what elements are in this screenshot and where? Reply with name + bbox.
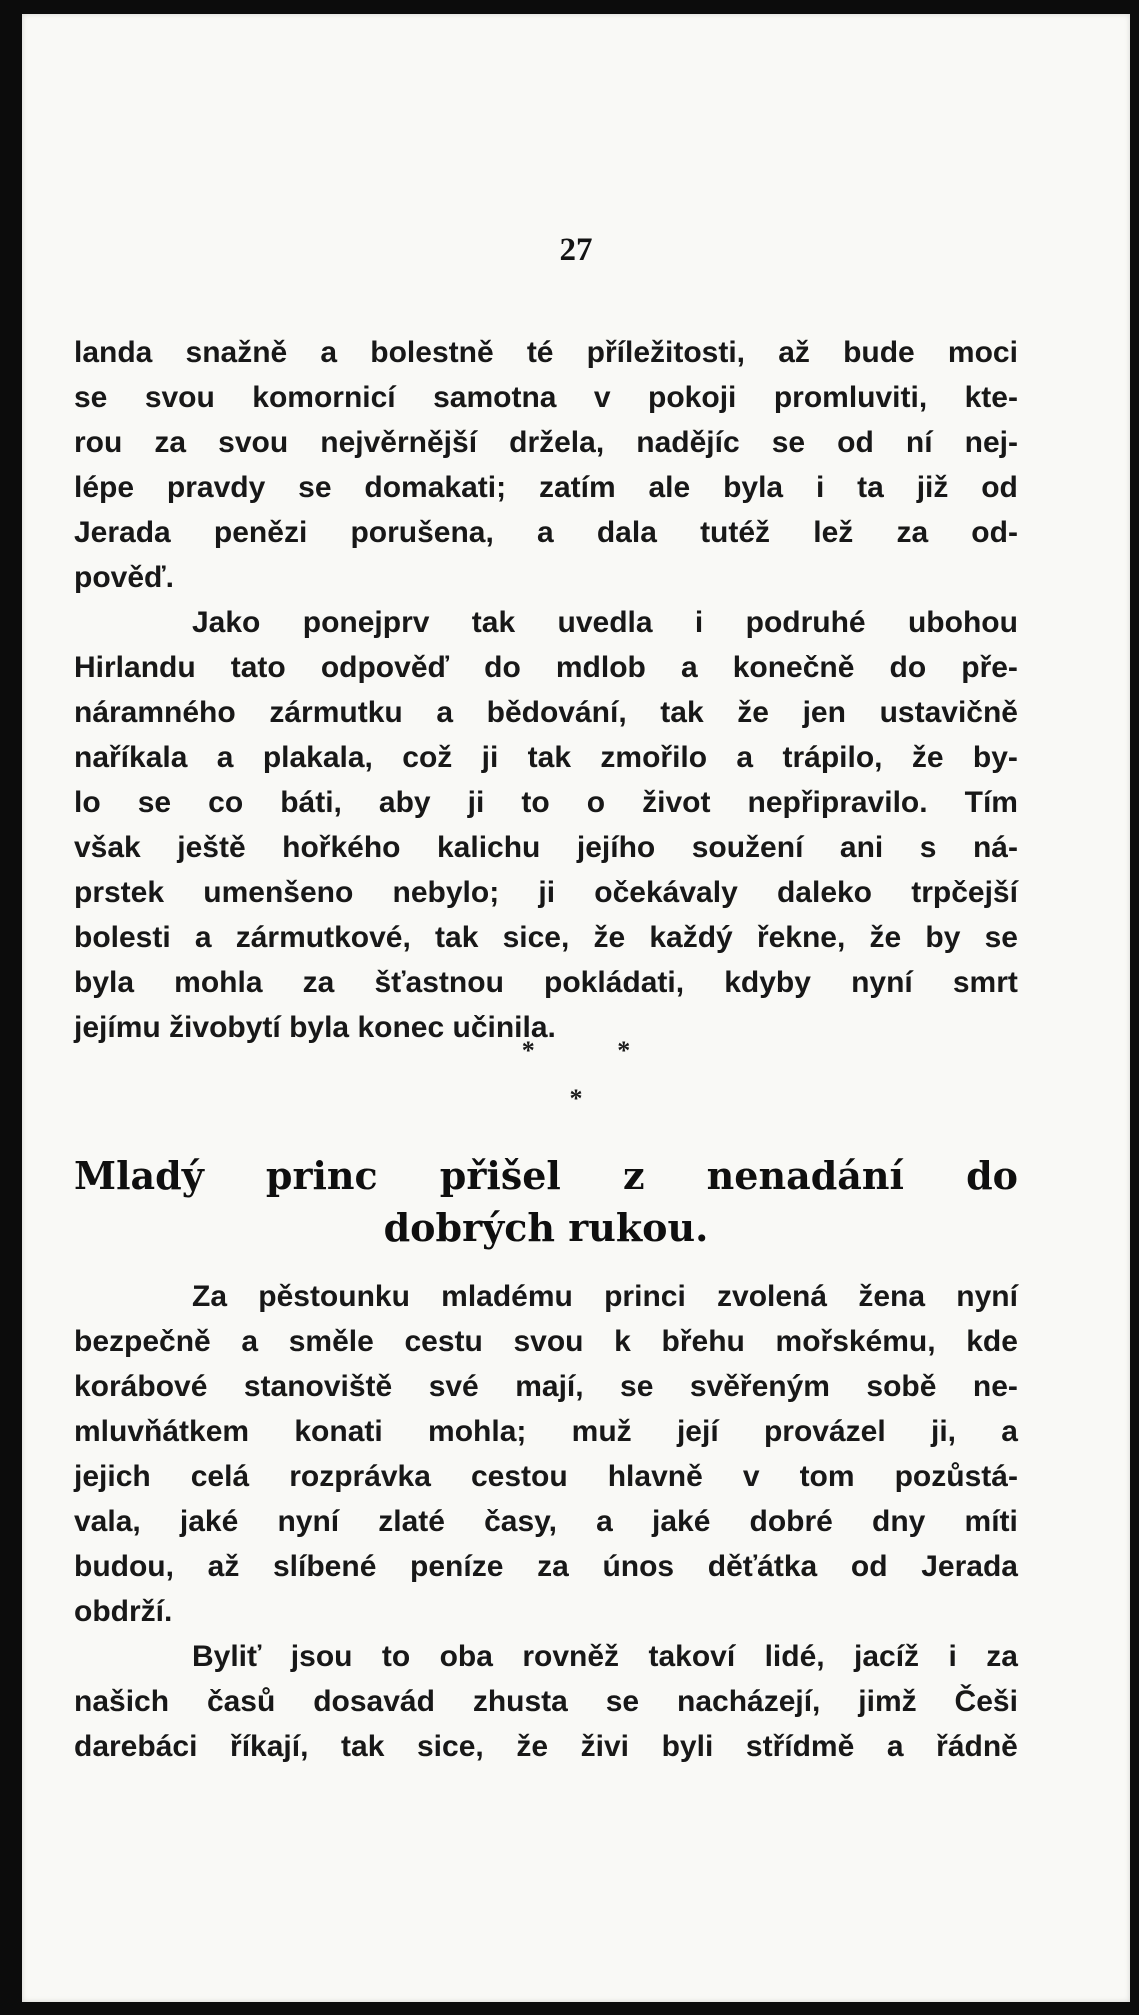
- word: dobré: [749, 1505, 833, 1538]
- word: cestou: [470, 1460, 568, 1493]
- word: nadějíc: [636, 426, 740, 459]
- word: že: [869, 921, 902, 954]
- word: a: [537, 516, 554, 549]
- word: ní: [905, 426, 933, 459]
- word: se: [137, 786, 172, 819]
- word: domakati;: [364, 471, 507, 504]
- word: nyní: [851, 966, 913, 999]
- word: držela,: [509, 426, 605, 459]
- word: aby: [378, 786, 431, 819]
- word: a: [436, 696, 454, 729]
- text-line: [74, 825, 1018, 870]
- word: Hirlandu: [74, 651, 196, 684]
- word: trpčejší: [911, 876, 1018, 909]
- word: Češi: [954, 1685, 1018, 1718]
- word: prstek: [74, 876, 165, 909]
- word: podruhé: [745, 606, 866, 639]
- word: sobě: [866, 1370, 937, 1403]
- text-line: [74, 960, 1018, 1005]
- word: nej-: [964, 426, 1018, 459]
- word: v: [742, 1460, 760, 1493]
- word: pověď.: [74, 561, 174, 594]
- text-line: [74, 780, 1018, 825]
- word: i: [815, 471, 825, 504]
- word: nyní: [956, 1280, 1018, 1313]
- word: se: [605, 1685, 640, 1718]
- word: což: [402, 741, 453, 774]
- word: konec: [357, 1011, 445, 1044]
- word: ubohou: [907, 606, 1018, 639]
- word: směle: [288, 1325, 374, 1358]
- word: její: [676, 1415, 719, 1448]
- text-line: [74, 1454, 1018, 1499]
- word: lež: [813, 516, 854, 549]
- heading-word: do: [966, 1153, 1018, 1198]
- word: to: [381, 1640, 411, 1673]
- word: každý: [649, 921, 733, 954]
- word: Byliť: [192, 1640, 262, 1673]
- word: do: [484, 651, 521, 684]
- text-line: [74, 330, 1018, 375]
- word: žena: [858, 1280, 926, 1313]
- word: mořskému,: [775, 1325, 936, 1358]
- heading-word: z: [622, 1153, 645, 1198]
- word: k: [614, 1325, 631, 1358]
- word: za: [154, 426, 187, 459]
- asterisk: *: [521, 1036, 535, 1065]
- word: zármutkové,: [235, 921, 411, 954]
- word: tato: [230, 651, 286, 684]
- word: se: [984, 921, 1018, 954]
- word: a: [736, 741, 754, 774]
- word: ji: [538, 876, 556, 909]
- word: zmořilo: [600, 741, 708, 774]
- word: rou: [74, 426, 123, 459]
- heading-line: dobrých rukou.: [383, 1205, 709, 1250]
- word: muž: [571, 1415, 632, 1448]
- word: provázel: [763, 1415, 886, 1448]
- section-divider-asterisks: [22, 1036, 1130, 1066]
- text-line: [74, 1319, 1018, 1364]
- word: svěřeným: [689, 1370, 830, 1403]
- word: byla: [289, 1011, 350, 1044]
- word: daleko: [776, 876, 873, 909]
- word: a: [1001, 1415, 1018, 1448]
- heading-word: nenadání: [706, 1153, 904, 1198]
- word: říkají,: [230, 1730, 309, 1763]
- word: však: [74, 831, 141, 864]
- word: od-: [971, 516, 1018, 549]
- word: umenšeno: [203, 876, 354, 909]
- word: pokládati,: [544, 966, 685, 999]
- word: samotna: [433, 381, 557, 414]
- word: svou: [513, 1325, 584, 1358]
- word: mohla: [174, 966, 263, 999]
- word: dala: [596, 516, 657, 549]
- word: byla: [74, 966, 135, 999]
- word: že: [593, 921, 626, 954]
- text-line: [74, 600, 1018, 645]
- word: smrt: [952, 966, 1018, 999]
- paragraph: [74, 1634, 1018, 1769]
- word: ji: [467, 786, 485, 819]
- word: konečně: [732, 651, 855, 684]
- word: živobytí: [169, 1011, 281, 1044]
- text-block-lower: [74, 1274, 1018, 1769]
- word: moci: [947, 336, 1018, 369]
- word: mladému: [441, 1280, 573, 1313]
- word: ji,: [930, 1415, 956, 1448]
- word: učinila.: [452, 1011, 556, 1044]
- word: jacíž: [854, 1640, 920, 1673]
- word: mohla;: [428, 1415, 527, 1448]
- word: bědování,: [486, 696, 627, 729]
- text-line: [74, 690, 1018, 735]
- word: že: [516, 1730, 549, 1763]
- text-line: [74, 1724, 1018, 1769]
- word: o: [586, 786, 606, 819]
- word: by-: [972, 741, 1018, 774]
- word: Jerada: [921, 1550, 1018, 1583]
- text-line: [74, 1679, 1018, 1724]
- word: živi: [580, 1730, 629, 1763]
- word: zvolená: [717, 1280, 828, 1313]
- word: bude: [843, 336, 915, 369]
- word: pravdy: [166, 471, 266, 504]
- word: sice,: [502, 921, 570, 954]
- word: tak: [527, 741, 572, 774]
- word: i: [694, 606, 704, 639]
- paragraph: [74, 600, 1018, 1050]
- word: i: [948, 1640, 957, 1673]
- word: co: [208, 786, 244, 819]
- word: s: [919, 831, 937, 864]
- word: a: [216, 741, 234, 774]
- page-number: 27: [559, 232, 593, 268]
- text-line: [74, 735, 1018, 780]
- word: komornicí: [252, 381, 396, 414]
- word: peníze: [410, 1550, 504, 1583]
- word: šťastnou: [374, 966, 504, 999]
- word: zhusta: [472, 1685, 568, 1718]
- word: za: [986, 1640, 1018, 1673]
- word: od: [837, 426, 874, 459]
- word: Tím: [964, 786, 1018, 819]
- word: celá: [190, 1460, 250, 1493]
- word: jaké: [651, 1505, 711, 1538]
- paragraph: [74, 330, 1018, 600]
- text-line: [74, 465, 1018, 510]
- word: oba: [439, 1640, 493, 1673]
- chapter-heading: [74, 1150, 1018, 1254]
- word: za: [537, 1550, 569, 1583]
- word: slíbené: [273, 1550, 377, 1583]
- word: dny: [872, 1505, 926, 1538]
- word: naříkala: [74, 741, 188, 774]
- word: nyní: [277, 1505, 340, 1538]
- word: to: [521, 786, 550, 819]
- word: hlavně: [607, 1460, 703, 1493]
- word: bezpečně: [74, 1325, 211, 1358]
- word: princi: [604, 1280, 686, 1313]
- word: nepřipravilo.: [747, 786, 928, 819]
- word: očekávaly: [594, 876, 738, 909]
- word: tak: [435, 921, 479, 954]
- word: náramného: [74, 696, 236, 729]
- word: porušena,: [350, 516, 494, 549]
- word: pěstounku: [258, 1280, 410, 1313]
- word: Jako: [192, 606, 261, 639]
- text-line: [74, 510, 1018, 555]
- word: Za: [192, 1280, 228, 1313]
- word: soužení: [691, 831, 804, 864]
- text-line: [74, 1634, 1018, 1679]
- word: únos: [602, 1550, 675, 1583]
- word: řádně: [936, 1730, 1018, 1763]
- word: v: [593, 381, 611, 414]
- word: ještě: [177, 831, 246, 864]
- word: se: [298, 471, 332, 504]
- word: cestu: [404, 1325, 483, 1358]
- word: a: [680, 651, 698, 684]
- word: tak: [471, 606, 516, 639]
- word: lo: [74, 786, 101, 819]
- heading-word: přišel: [439, 1153, 561, 1198]
- word: kalichu: [437, 831, 541, 864]
- word: lidé,: [764, 1640, 825, 1673]
- word: snažně: [185, 336, 288, 369]
- word: se: [620, 1370, 654, 1403]
- word: nacházejí,: [677, 1685, 821, 1718]
- word: ustavičně: [879, 696, 1018, 729]
- word: bolesti: [74, 921, 171, 954]
- word: korábové: [74, 1370, 208, 1403]
- word: lépe: [74, 471, 135, 504]
- word: že: [911, 741, 944, 774]
- book-page: [22, 14, 1130, 2002]
- word: kde: [966, 1325, 1018, 1358]
- word: řekne,: [756, 921, 846, 954]
- word: Jerada: [74, 516, 171, 549]
- word: ná-: [972, 831, 1018, 864]
- word: míti: [964, 1505, 1018, 1538]
- text-line: [74, 1274, 1018, 1319]
- text-line: [74, 1589, 1018, 1634]
- word: do: [889, 651, 927, 684]
- word: báti,: [280, 786, 342, 819]
- word: ale: [648, 471, 691, 504]
- word: zlaté: [378, 1505, 445, 1538]
- word: pře-: [961, 651, 1018, 684]
- section-divider-asterisk: [22, 1084, 1130, 1114]
- word: děťátka: [707, 1550, 818, 1583]
- word: mají,: [515, 1370, 584, 1403]
- word: stanoviště: [243, 1370, 393, 1403]
- word: a: [886, 1730, 904, 1763]
- word: promluviti,: [773, 381, 928, 414]
- word: břehu: [661, 1325, 745, 1358]
- word: tak: [341, 1730, 385, 1763]
- word: budou,: [74, 1550, 174, 1583]
- word: a: [241, 1325, 259, 1358]
- heading-word: Mladý: [74, 1153, 204, 1198]
- word: časy,: [484, 1505, 557, 1538]
- text-line: [74, 375, 1018, 420]
- text-line: [74, 915, 1018, 960]
- heading-line: [74, 1150, 1018, 1202]
- word: sice,: [416, 1730, 484, 1763]
- word: tutéž: [700, 516, 771, 549]
- word: jejího: [576, 831, 656, 864]
- word: pokoji: [648, 381, 737, 414]
- word: uvedla: [557, 606, 653, 639]
- text-line: [74, 1544, 1018, 1589]
- word: časů: [206, 1685, 276, 1718]
- word: svou: [144, 381, 215, 414]
- word: byli: [661, 1730, 714, 1763]
- word: penězi: [213, 516, 308, 549]
- word: kte-: [964, 381, 1018, 414]
- text-line: [74, 1409, 1018, 1454]
- word: život: [642, 786, 711, 819]
- word: landa: [74, 336, 153, 369]
- word: nebylo;: [392, 876, 500, 909]
- heading-word: princ: [265, 1153, 378, 1198]
- word: jen: [802, 696, 846, 729]
- word: za: [302, 966, 335, 999]
- word: zatím: [538, 471, 616, 504]
- word: jaké: [179, 1505, 239, 1538]
- word: ani: [839, 831, 884, 864]
- word: od: [850, 1550, 888, 1583]
- word: mdlob: [555, 651, 646, 684]
- paragraph: [74, 1274, 1018, 1634]
- word: ji: [481, 741, 499, 774]
- word: nejvěrnější: [320, 426, 478, 459]
- word: trápilo,: [782, 741, 883, 774]
- word: konati: [294, 1415, 383, 1448]
- word: mluvňátkem: [74, 1415, 250, 1448]
- word: a: [320, 336, 338, 369]
- word: svou: [218, 426, 289, 459]
- word: odpověď: [320, 651, 450, 684]
- asterisk: *: [617, 1036, 631, 1065]
- text-line: [74, 645, 1018, 690]
- word: by: [925, 921, 961, 954]
- word: pozůstá-: [894, 1460, 1018, 1493]
- word: a: [596, 1505, 613, 1538]
- word: dosavád: [313, 1685, 435, 1718]
- word: zármutku: [269, 696, 403, 729]
- word: příležitosti,: [586, 336, 746, 369]
- word: darebáci: [74, 1730, 198, 1763]
- word: rovněž: [522, 1640, 620, 1673]
- word: od: [981, 471, 1018, 504]
- asterisk: *: [569, 1084, 583, 1113]
- word: takoví: [648, 1640, 736, 1673]
- word: své: [428, 1370, 479, 1403]
- text-line: [74, 870, 1018, 915]
- text-block-upper: [74, 330, 1018, 1050]
- word: té: [526, 336, 554, 369]
- word: jimž: [858, 1685, 917, 1718]
- word: až: [778, 336, 810, 369]
- word: ne-: [972, 1370, 1018, 1403]
- word: jsou: [290, 1640, 353, 1673]
- word: ponejprv: [302, 606, 430, 639]
- text-line: [74, 1499, 1018, 1544]
- word: našich: [74, 1685, 170, 1718]
- text-line: [74, 555, 1018, 600]
- word: již: [916, 471, 949, 504]
- text-line: [74, 1364, 1018, 1409]
- word: rozprávka: [289, 1460, 431, 1493]
- word: kdyby: [724, 966, 811, 999]
- word: se: [74, 381, 108, 414]
- word: vala,: [74, 1505, 141, 1538]
- word: jejich: [74, 1460, 151, 1493]
- word: byla: [723, 471, 784, 504]
- word: ta: [857, 471, 884, 504]
- word: tom: [799, 1460, 855, 1493]
- word: se: [771, 426, 806, 459]
- word: a: [194, 921, 212, 954]
- word: až: [207, 1550, 240, 1583]
- word: jejímu: [74, 1011, 161, 1044]
- text-line: [74, 420, 1018, 465]
- word: střídmě: [745, 1730, 855, 1763]
- word: plakala,: [262, 741, 373, 774]
- word: bolestně: [370, 336, 494, 369]
- word: obdrží.: [74, 1595, 173, 1628]
- word: hořkého: [282, 831, 401, 864]
- word: že: [737, 696, 769, 729]
- word: za: [896, 516, 929, 549]
- word: tak: [660, 696, 704, 729]
